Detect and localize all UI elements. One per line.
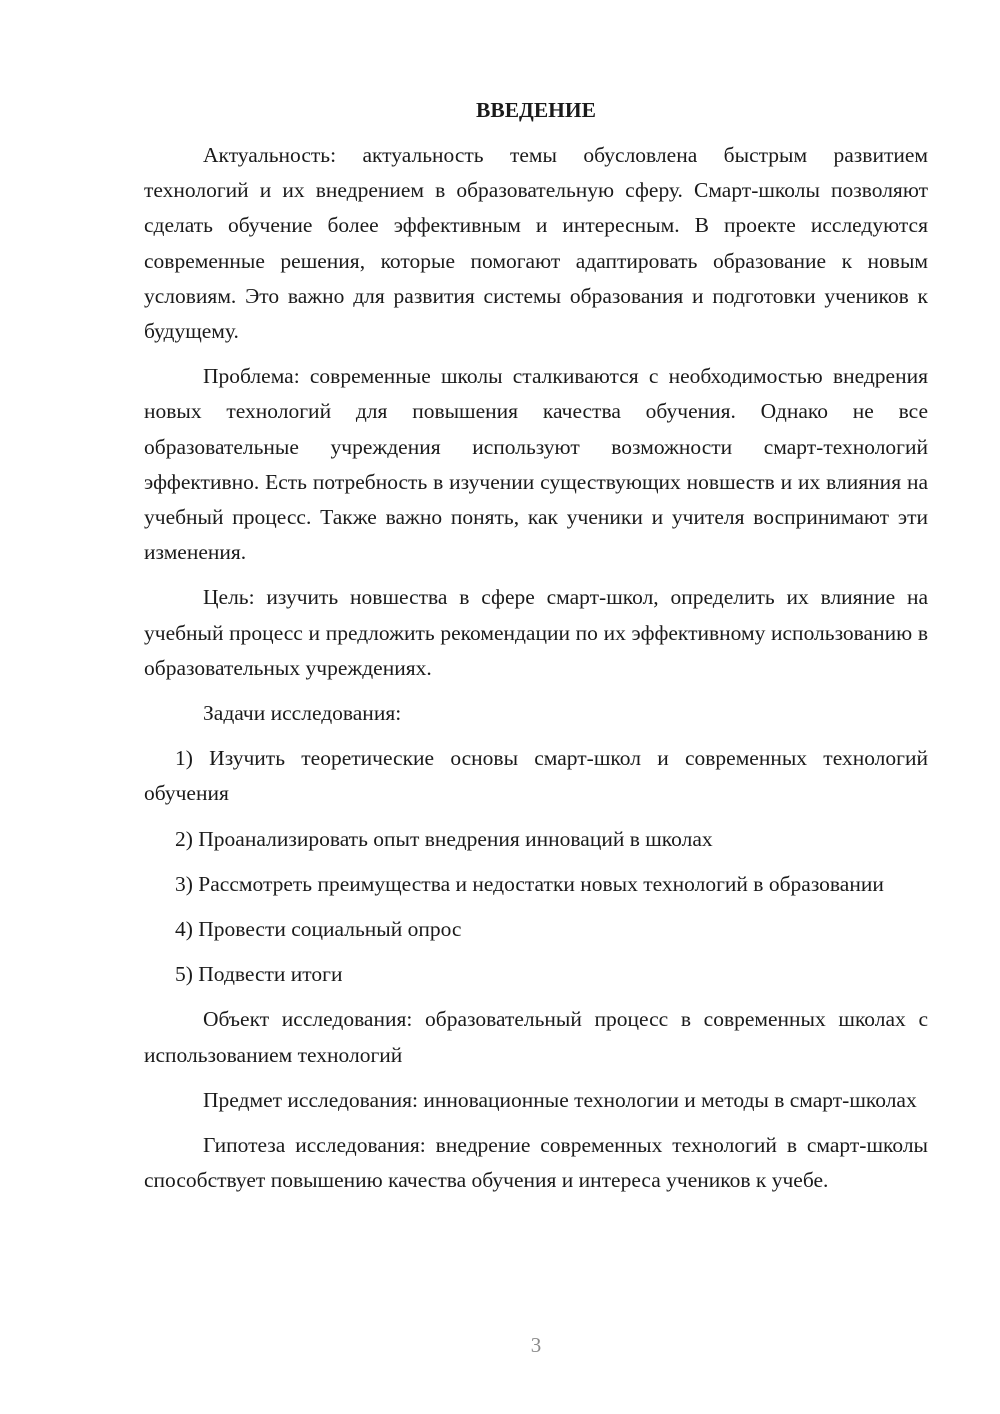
paragraph-object: Объект исследования: образовательный процесс в современных школах с использованием технологий <box>144 1007 928 1067</box>
paragraph-relevance: Актуальность: актуальность темы обусловлена быстрым развитием технологий и их внедрением в образовательную сферу. Смарт-школы позволяют сделать обучение более эффективным и интересным. В проекте исследуются современные решения, которые помогают адаптировать образование к новым условиям. Это важно для развития системы образования и подготовки учеников к будущему. <box>144 143 928 344</box>
page-number: 3 <box>530 1333 542 1357</box>
paragraph-hypothesis: Гипотеза исследования: внедрение современных технологий в смарт-школы способствует повышению качества обучения и интереса учеников к учебе. <box>144 1133 928 1193</box>
task-item-3: 3) Рассмотреть преимущества и недостатки новых технологий в образовании <box>175 871 884 896</box>
page-title: ВВЕДЕНИЕ <box>476 98 596 122</box>
paragraph-subject: Предмет исследования: инновационные технологии и методы в смарт-школах <box>203 1087 917 1112</box>
paragraph-tasks-heading: Задачи исследования: <box>203 701 402 726</box>
paragraph-problem: Проблема: современные школы сталкиваются с необходимостью внедрения новых технологий для повышения качества обучения. Однако не все образовательные учреждения используют возможности смарт-технологий эффективно. Есть потребность в изучении существующих новшеств и их влияния на учебный процесс. Также важно понять, как ученики и учителя воспринимают эти изменения. <box>144 364 928 565</box>
paragraph-goal: Цель: изучить новшества в сфере смарт-школ, определить их влияние на учебный процесс и предложить рекомендации по их эффективному использованию в образовательных учреждениях. <box>144 585 928 680</box>
task-item-1: 1) Изучить теоретические основы смарт-школ и современных технологий обучения <box>144 746 928 806</box>
task-item-2: 2) Проанализировать опыт внедрения инноваций в школах <box>175 826 713 851</box>
task-item-4: 4) Провести социальный опрос <box>175 917 462 942</box>
task-item-5: 5) Подвести итоги <box>175 962 343 987</box>
document-body <box>144 93 928 1208</box>
